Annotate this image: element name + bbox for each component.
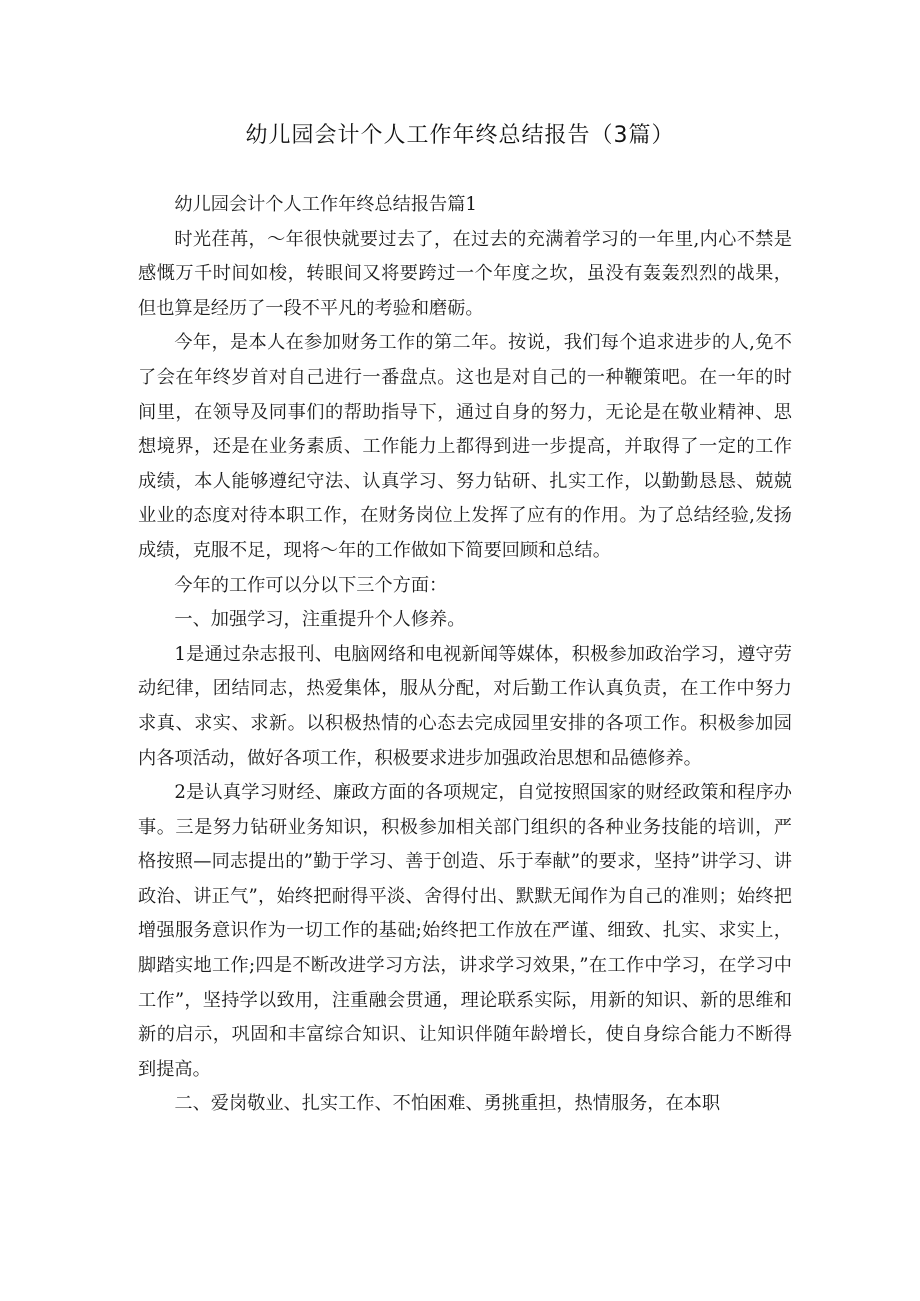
paragraph: 2是认真学习财经、廉政方面的各项规定，自觉按照国家的财经政策和程序办事。三是努力钻研业务知识，积极参加相关部门组织的各种业务技能的培训，严格按照—同志提出的”勤于学习、善于创造、乐于奉献”的要求，坚持”讲学习、讲政治、讲正气”，始终把耐得平淡、舍得付出、默默无闻作为自己的准则；始终把增强服务意识作为一切工作的基础;始终把工作放在严谨、细致、扎实、求实上，脚踏实地工作;四是不断改进学习方法，讲求学习效果，”在工作中学习，在学习中工作”，坚持学以致用，注重融会贯通，理论联系实际，用新的知识、新的思维和新的启示，巩固和丰富综合知识、让知识伴随年龄增长，使自身综合能力不断得到提高。 <box>138 782 792 1080</box>
section-heading: 幼儿园会计个人工作年终总结报告篇1 <box>174 194 477 215</box>
subsection-heading: 一、加强学习，注重提升个人修养。 <box>174 609 466 631</box>
paragraph: 时光荏苒，〜年很快就要过去了，在过去的充满着学习的一年里,内心不禁是感慨万千时间如梭，转眼间又将要跨过一个年度之坎，虽没有轰轰烈烈的战果，但也算是经历了一段不平凡的考验和磨砺。 <box>138 228 792 319</box>
paragraph: 1是通过杂志报刊、电脑网络和电视新闻等媒体，积极参加政治学习，遵守劳动纪律，团结同志，热爱集体，服从分配，对后勤工作认真负责，在工作中努力求真、求实、求新。以积极热情的心态去完成园里安排的各项工作。积极参加园内各项活动，做好各项工作，积极要求进步加强政治思想和品德修养。 <box>138 643 792 769</box>
paragraph: 今年，是本人在参加财务工作的第二年。按说，我们每个追求进步的人,免不了会在年终岁首对自己进行一番盘点。这也是对自己的一种鞭策吧。在一年的时间里，在领导及同事们的帮助指导下，通过自身的努力，无论是在敬业精神、思想境界，还是在业务素质、工作能力上都得到进一步提高，并取得了一定的工作成绩，本人能够遵纪守法、认真学习、努力钻研、扎实工作，以勤勤恳恳、兢兢业业的态度对待本职工作，在财务岗位上发挥了应有的作用。为了总结经验,发扬成绩，克服不足，现将〜年的工作做如下简要回顾和总结。 <box>138 332 792 561</box>
paragraph: 今年的工作可以分以下三个方面： <box>174 574 448 596</box>
paragraph: 二、爱岗敬业、扎实工作、不怕困难、勇挑重担，热情服务，在本职 <box>174 1093 721 1115</box>
document-body <box>138 188 792 1122</box>
document-title: 幼儿园会计个人工作年终总结报告（3篇） <box>245 123 675 148</box>
